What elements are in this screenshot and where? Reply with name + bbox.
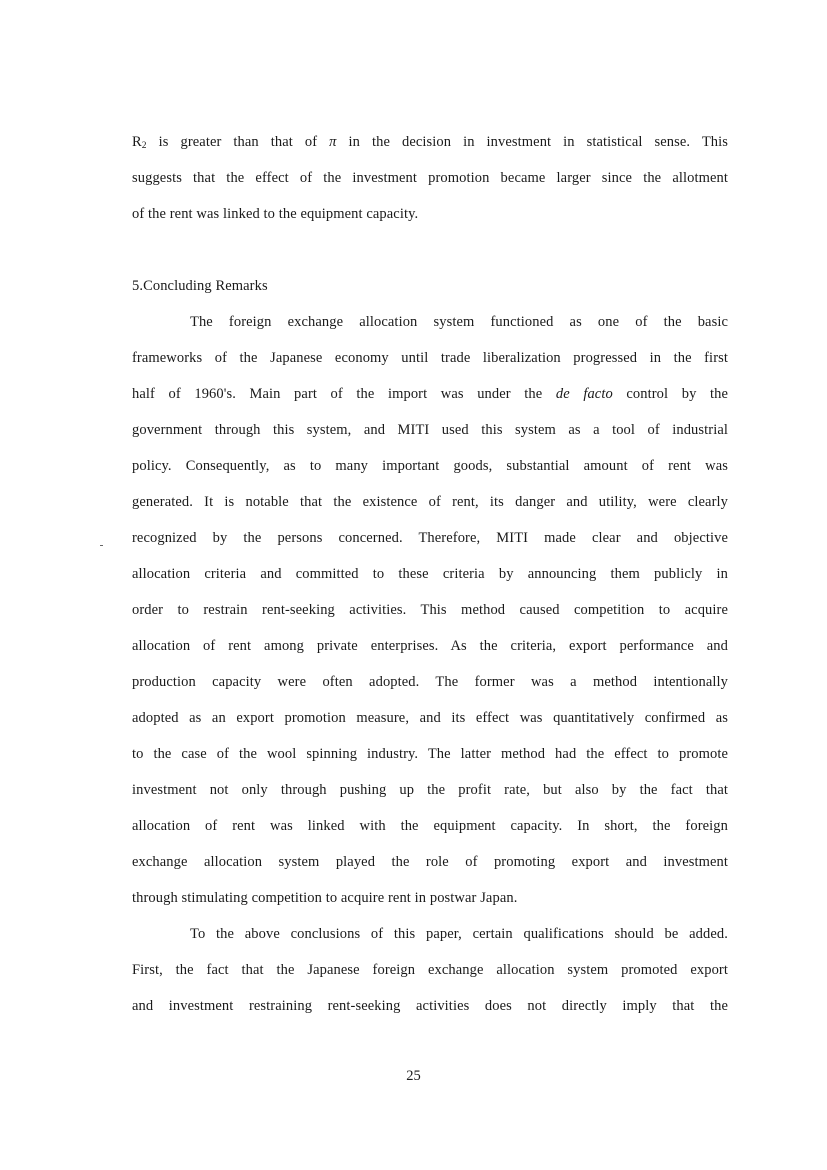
text-line: suggests that the effect of the investment promotion became larger since the allotment	[132, 170, 728, 186]
text-line: of the rent was linked to the equipment capacity.	[132, 206, 419, 222]
text-line: allocation of rent was linked with the equipment capacity. In short, the foreign	[132, 818, 728, 834]
section-heading: 5.Concluding Remarks	[132, 278, 268, 294]
text-line: First, the fact that the Japanese foreign exchange allocation system promoted export	[132, 962, 728, 978]
text-line: to the case of the wool spinning industry. The latter method had the effect to promote	[132, 746, 728, 762]
text-line: exchange allocation system played the role of promoting export and investment	[132, 854, 728, 870]
page-number: 25	[406, 1068, 421, 1084]
text-line: half of 1960's. Main part of the import was under the de facto control by the	[132, 386, 728, 402]
text-line: adopted as an export promotion measure, and its effect was quantitatively confirmed as	[132, 710, 728, 726]
text-line: frameworks of the Japanese economy until trade liberalization progressed in the first	[132, 350, 728, 366]
page-body	[132, 124, 728, 1024]
text-line: allocation criteria and committed to these criteria by announcing them publicly in	[132, 566, 728, 582]
margin-mark	[100, 545, 103, 546]
text-line: investment not only through pushing up the profit rate, but also by the fact that	[132, 782, 728, 798]
text-line: generated. It is notable that the existence of rent, its danger and utility, were clearly	[132, 494, 728, 510]
pi-symbol: π	[329, 134, 337, 150]
text-line: allocation of rent among private enterprises. As the criteria, export performance and	[132, 638, 728, 654]
text-line: policy. Consequently, as to many important goods, substantial amount of rent was	[132, 458, 728, 474]
text-line: R2 is greater than that of π in the decision in investment in statistical sense. This	[132, 134, 729, 151]
text-line: government through this system, and MITI used this system as a tool of industrial	[132, 422, 728, 438]
text-line: and investment restraining rent-seeking activities does not directly imply that the	[132, 998, 728, 1014]
text-line: To the above conclusions of this paper, certain qualifications should be added.	[190, 926, 728, 942]
text-line: through stimulating competition to acquire rent in postwar Japan.	[132, 890, 518, 906]
italic-term: de facto	[555, 386, 613, 402]
text-line: order to restrain rent-seeking activities. This method caused competition to acquire	[132, 602, 728, 618]
text-line: The foreign exchange allocation system functioned as one of the basic	[190, 314, 728, 330]
text-line: recognized by the persons concerned. Therefore, MITI made clear and objective	[132, 530, 728, 546]
text-line: production capacity were often adopted. The former was a method intentionally	[132, 674, 728, 690]
